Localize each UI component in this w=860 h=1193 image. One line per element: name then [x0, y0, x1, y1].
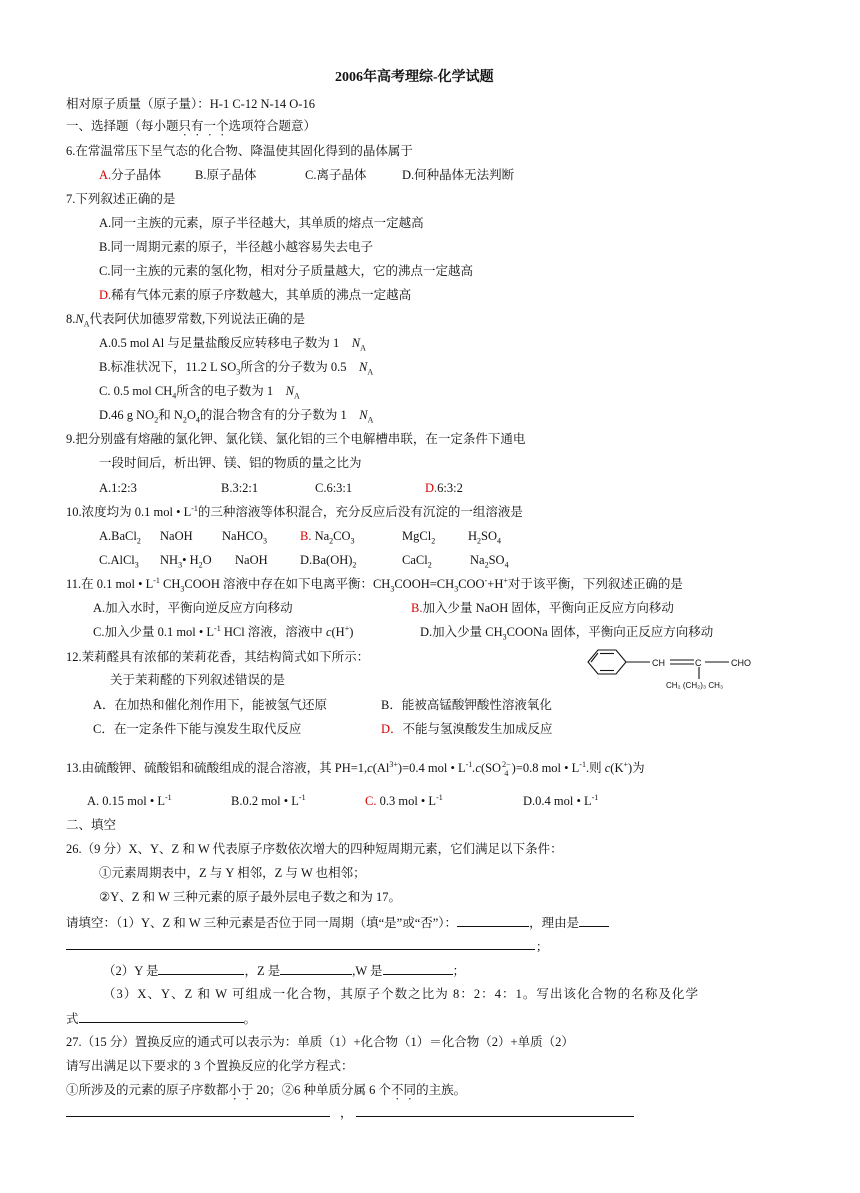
sulfate-charge: 2− 4 — [502, 760, 511, 779]
q26-condition-2: ②Y、Z 和 W 三种元素的原子最外层电子数之和为 17。 — [99, 890, 401, 904]
q13-option-d: D.0.4 mol • $L^{-1}$ — [523, 792, 599, 808]
q27-conditions: ①所涉及的元素的原子序数都小于 20；②6 种单质分属 6 个不同的主族。 — [66, 1083, 467, 1097]
q10-d2: CaCl$_2$ — [402, 553, 432, 570]
q6-stem: 6.在常温常压下呈气态的化合物、降温使其固化得到的晶体属于 — [66, 144, 413, 158]
q10-c1: C.AlCl$_3$ — [99, 553, 139, 570]
q13-stem: 13.由硫酸钾、硫酸铝和硫酸组成的混合溶液，其 $PH=1,c(Al^{3+})=0.4$ mol • $L^{-1}.c(SO2-$ 4 )=0.8 mol • $L^{-1}$.则 c(K+)为 — [66, 759, 645, 779]
q26-answer-reason-line[interactable] — [66, 949, 535, 950]
q8-option-b: B.标准状况下，11.2 L $SO_3$所含的分子数为 0.5 $N_A$ — [99, 360, 374, 377]
q9-stem-line2: 一段时间后，析出钾、镁、铝的物质的量之比为 — [99, 456, 362, 470]
q11-stem: 11.在 0.1 mol • $L^{-1}$ $CH_3COOH$ 溶液中存在如下电离平衡：$CH_3COOH=CH_3COO^-+H^+$对于该平衡，下列叙述正确的是 — [66, 575, 683, 594]
q9-option-c: C.6:3:1 — [315, 481, 353, 495]
q7-option-a: A.同一主族的元素，原子半径越大，其单质的熔点一定越高 — [99, 216, 424, 230]
q10-a3: NaHCO$_3$ — [222, 529, 267, 546]
q8-stem: $8.N_A$代表阿伏加德罗常数,下列说法正确的是 — [66, 312, 306, 329]
q26-answer-reason-start[interactable] — [579, 914, 609, 927]
q11-option-c: C.加入少量 0.1 mol • $L^{-1}$ HCl 溶液，溶液中 c(H+) — [93, 623, 354, 639]
q10-a1: A.BaCl$_2$ — [99, 529, 141, 546]
q8-option-d: D.46 g $NO_2$和 $N_2O_4$的混合物含有的分子数为 1 $N_A$ — [99, 408, 374, 425]
q10-b1: B. $Na_2CO_3$ — [300, 529, 355, 546]
q26-stem: 26.（9 分）X、Y、Z 和 W 代表原子序数依次增大的四种短周期元素，它们满足以下条件： — [66, 842, 563, 856]
q10-row-ab — [0, 528, 860, 544]
q12-option-b: B．能被高锰酸钾酸性溶液氧化 — [381, 698, 552, 712]
q10-a2: NaOH — [160, 529, 193, 543]
struct-c-label: C — [695, 658, 702, 668]
q26-part3-formula: 式 。 — [66, 1012, 257, 1026]
q26-part2: （2）Y 是 ，Z 是 ,W 是 ； — [103, 964, 466, 978]
q10-c2: $NH_3•$ $H_2O$ — [160, 553, 212, 570]
q6-option-d: D.何种晶体无法判断 — [402, 168, 515, 182]
q26-answer-w[interactable] — [383, 962, 453, 975]
q6-option-c: C.离子晶体 — [305, 168, 367, 182]
jasminaldehyde-structure — [578, 644, 798, 690]
q26-condition-1: ①元素周期表中，Z 与 Y 相邻，Z 与 W 也相邻； — [99, 866, 366, 880]
struct-cho-label: CHO — [731, 658, 751, 668]
atomic-masses: 相对原子质量（原子量）：H-1 C-12 N-14 O-16 — [66, 97, 315, 111]
q11-option-d: D.加入少量 $CH_3COONa$ 固体，平衡向正反应方向移动 — [420, 625, 714, 642]
q12-option-a: A．在加热和催化剂作用下，能被氢气还原 — [93, 698, 328, 712]
q7-option-d: D.稀有气体元素的原子序数越大，其单质的沸点一定越高 — [99, 288, 412, 302]
q26-answer-compound[interactable] — [79, 1010, 244, 1023]
q9-option-b: B.3:2:1 — [221, 481, 259, 495]
q26-part1: 请填空：（1）Y、Z 和 W 三种元素是否位于同一周期（填“是”或“否”）： ，理由是 — [66, 914, 609, 931]
q11-option-a: A.加入水时，平衡向逆反应方向移动 — [93, 601, 293, 615]
q26-answer-same-period[interactable] — [457, 914, 529, 927]
q7-option-c: C.同一主族的元素的氢化物，相对分子质量越大，它的沸点一定越高 — [99, 264, 473, 278]
section-choice-heading: 一、选择题（每小题只有一个选项符合题意） — [66, 119, 317, 133]
q27-answer-line-2[interactable] — [356, 1116, 634, 1117]
q9-option-a: A.1:2:3 — [99, 481, 137, 495]
q27-stem: 27.（15 分）置换反应的通式可以表示为：单质（1）+化合物（1）＝化合物（2）+单质（2） — [66, 1035, 574, 1049]
q27-requirement: 请写出满足以下要求的 3 个置换反应的化学方程式： — [66, 1059, 354, 1073]
q12-stem-line2: 关于茉莉醛的下列叙述错误的是 — [110, 673, 286, 687]
struct-chain-label: CH₂ (CH₂)₃ CH₃ — [666, 681, 724, 690]
q10-d1: $D.Ba(OH)_2$ — [300, 553, 357, 570]
q13-option-a: A. 0.15 mol • $L^{-1}$ — [87, 792, 172, 808]
q9-stem-line1: 9.把分别盛有熔融的氯化钾、氯化镁、氯化铝的三个电解槽串联，在一定条件下通电 — [66, 432, 526, 446]
q13-option-b: B.0.2 mol • $L^{-1}$ — [231, 792, 306, 808]
q10-row-cd — [0, 552, 860, 568]
q26-part3: （3）X、Y、Z 和 W 可组成一化合物，其原子个数之比为 8：2：4：1。写出该化合物的名称及化学 — [103, 987, 700, 1001]
q8-option-a: A.0.5 mol Al 与足量盐酸反应转移电子数为 1 $N_A$ — [99, 336, 366, 353]
q26-answer-z[interactable] — [280, 962, 352, 975]
q12-option-d: D．不能与氢溴酸发生加成反应 — [381, 722, 553, 736]
q10-b2: MgCl$_2$ — [402, 529, 436, 546]
q11-option-b: B.加入少量 NaOH 固体，平衡向正反应方向移动 — [411, 601, 674, 615]
q9-option-d: D.6:3:2 — [425, 481, 463, 495]
q6-option-b: B.原子晶体 — [195, 168, 257, 182]
q10-d3: $Na_2SO_4$ — [470, 553, 509, 570]
q6-option-a: A.分子晶体 — [99, 168, 162, 182]
q7-option-b: B.同一周期元素的原子，半径越小越容易失去电子 — [99, 240, 373, 254]
q27-answer-line-1[interactable] — [66, 1116, 330, 1117]
q10-stem: 10.浓度均为 0.1 mol • $L^{-1}$的三种溶液等体积混合，充分反应后没有沉淀的一组溶液是 — [66, 503, 523, 519]
q27-separator: ， — [340, 1106, 353, 1120]
q7-stem: 7.下列叙述正确的是 — [66, 192, 176, 206]
section-fill-heading: 二、填空 — [66, 818, 117, 832]
q8-option-c: C. 0.5 mol $CH_4$所含的电子数为 1 $N_A$ — [99, 384, 300, 401]
q12-option-c: C．在一定条件下能与溴发生取代反应 — [93, 722, 302, 736]
q26-semicolon: ; — [537, 939, 541, 953]
q13-option-c: C. 0.3 mol • $L^{-1}$ — [365, 792, 443, 808]
q26-answer-y[interactable] — [158, 962, 244, 975]
struct-ch-label: CH — [652, 658, 665, 668]
page-title: 2006年高考理综-化学试题 — [335, 70, 494, 85]
q10-c3: NaOH — [235, 553, 268, 567]
q10-b3: $H_2SO_4$ — [468, 529, 502, 546]
q12-stem-line1: 12.茉莉醛具有浓郁的茉莉花香，其结构简式如下所示： — [66, 650, 370, 664]
